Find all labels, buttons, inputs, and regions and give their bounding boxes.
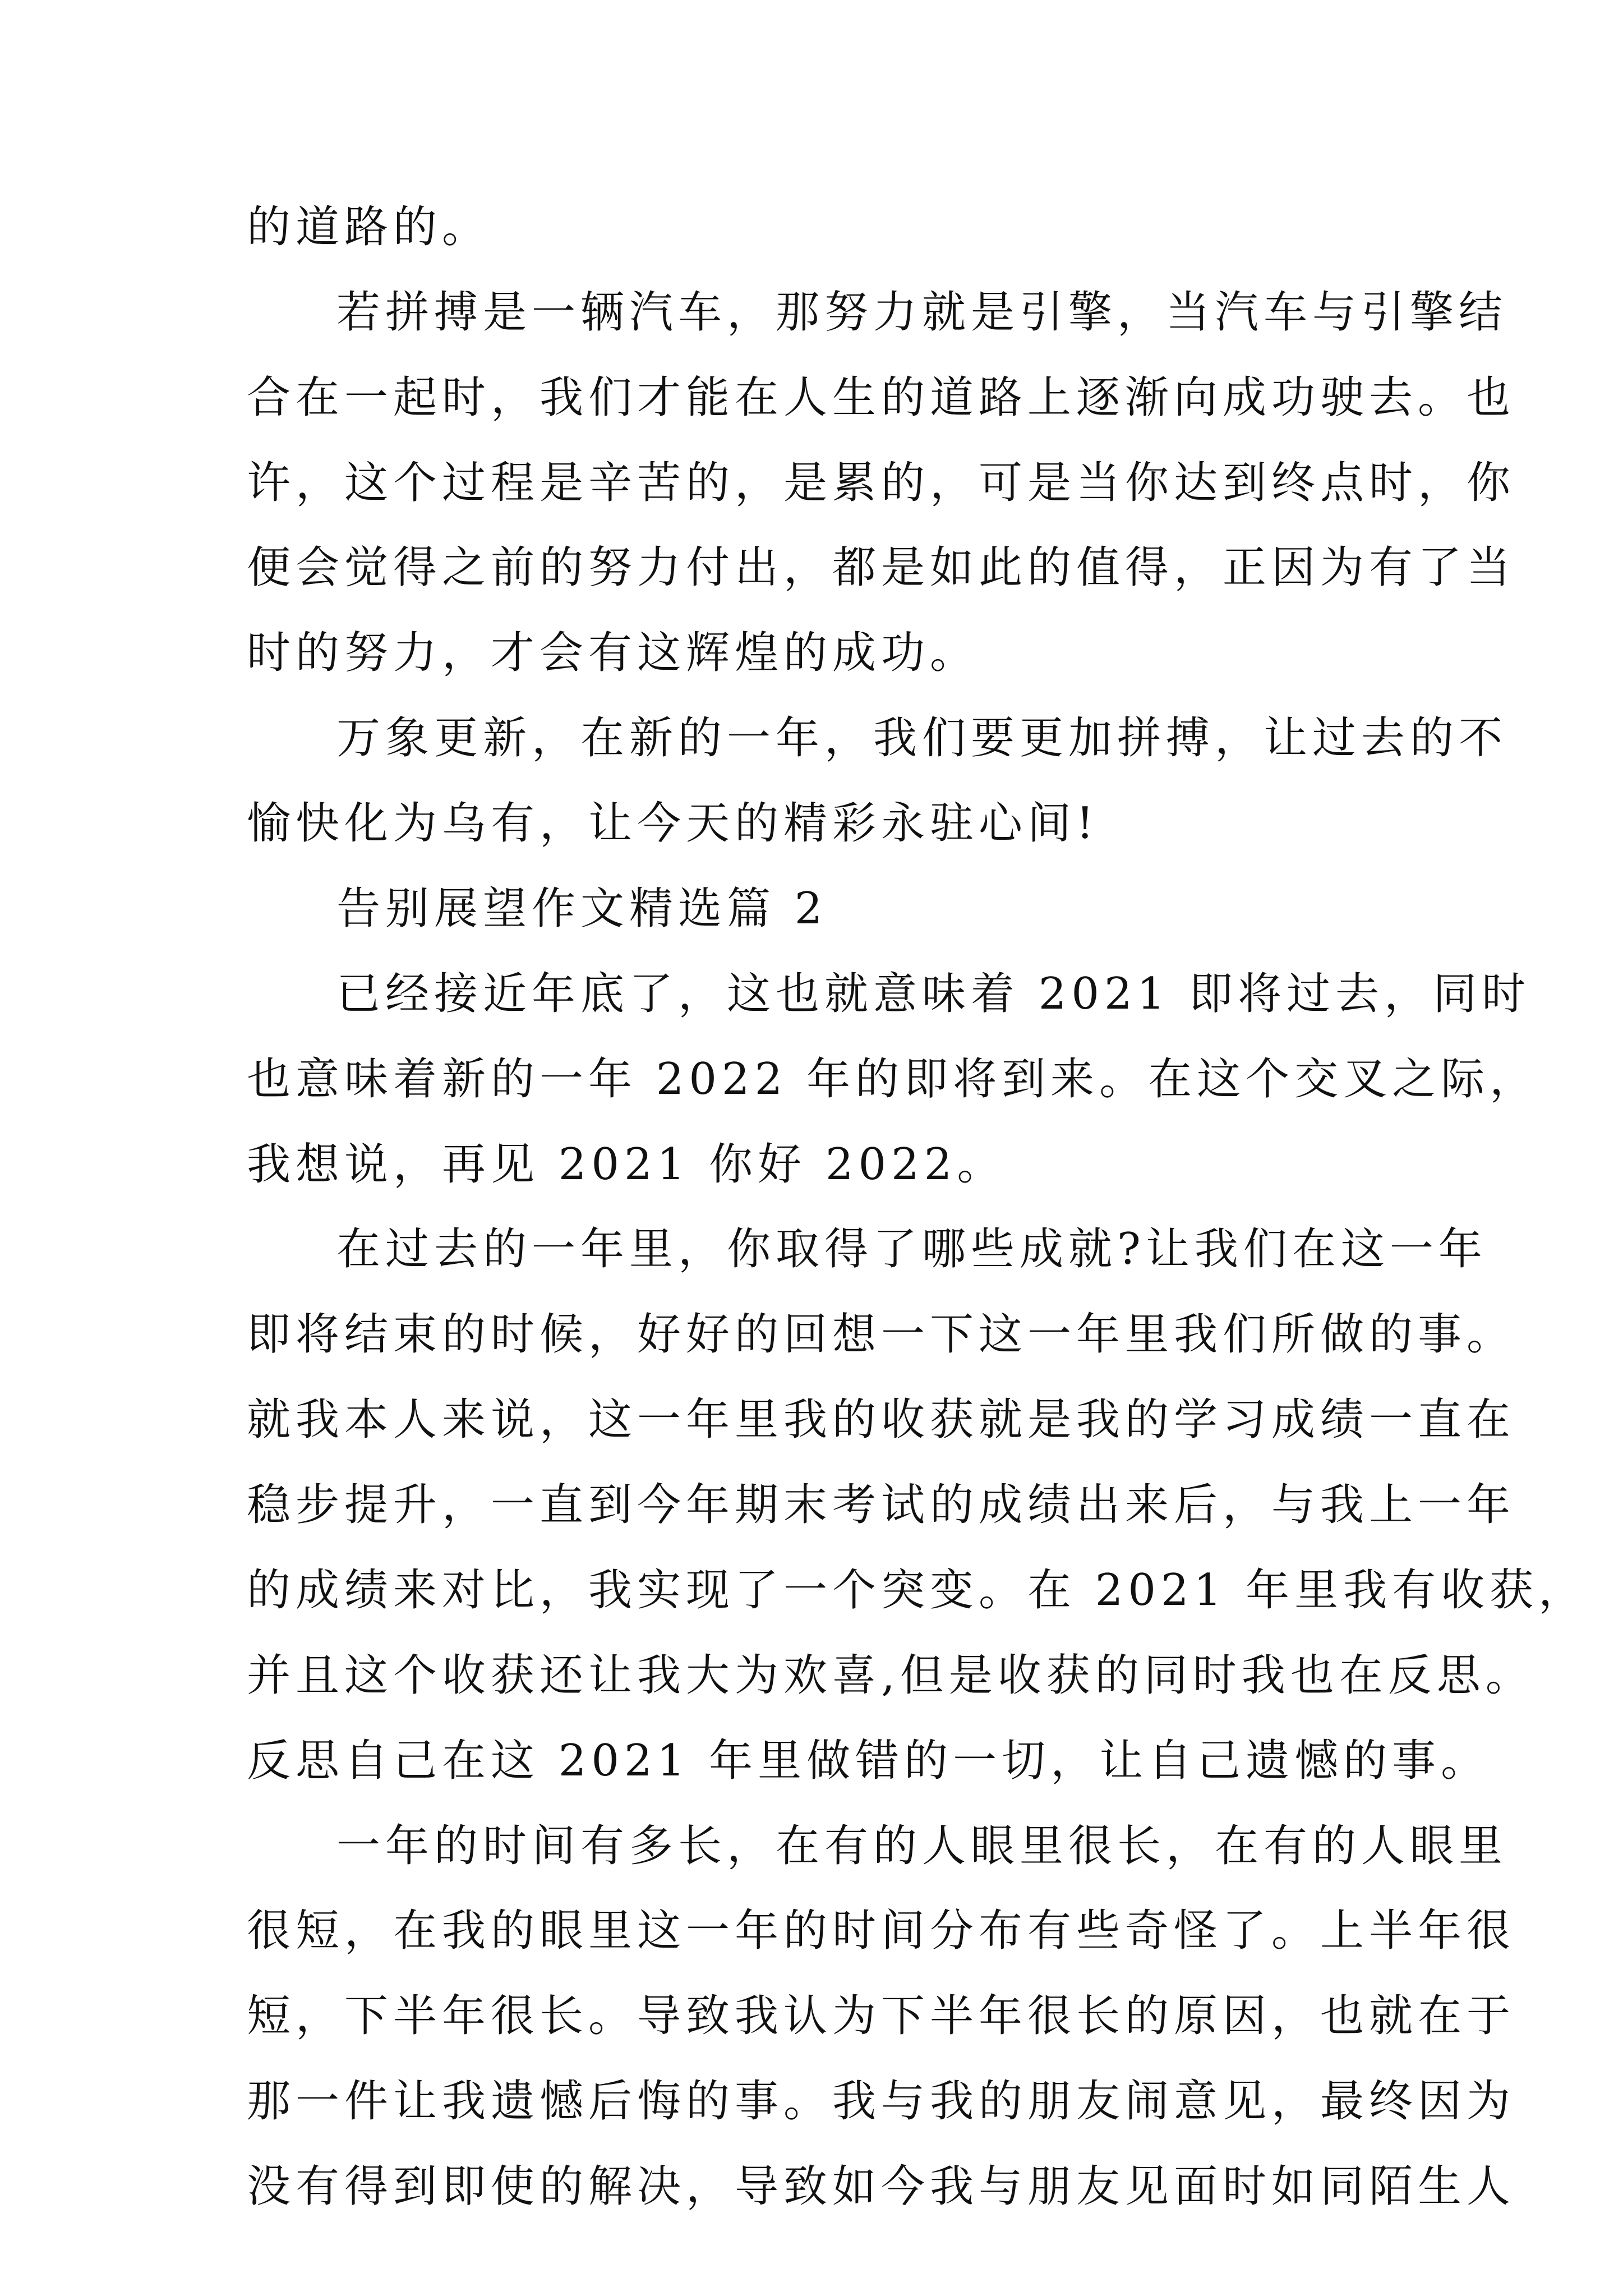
section-heading: 告别展望作文精选篇 2	[336, 884, 828, 934]
text-line: 的道路的。	[247, 202, 491, 252]
text-line: 也意味着新的一年 2022 年的即将到来。在这个交叉之际，	[247, 1054, 1539, 1105]
paragraph-start-line: 在过去的一年里，你取得了哪些成就?让我们在这一年	[336, 1224, 1487, 1274]
text-line: 并且这个收获还让我大为欢喜,但是收获的同时我也在反思。	[247, 1650, 1534, 1701]
text-line: 许，这个过程是辛苦的，是累的，可是当你达到终点时，你	[247, 458, 1516, 508]
text-line: 那一件让我遗憾后悔的事。我与我的朋友闹意见，最终因为	[247, 2076, 1516, 2127]
text-line: 时的努力，才会有这辉煌的成功。	[247, 628, 979, 678]
text-line: 没有得到即使的解决，导致如今我与朋友见面时如同陌生人	[247, 2161, 1516, 2212]
text-line: 合在一起时，我们才能在人生的道路上逐渐向成功驶去。也	[247, 372, 1516, 423]
text-line: 很短，在我的眼里这一年的时间分布有些奇怪了。上半年很	[247, 1906, 1516, 1956]
text-line: 稳步提升，一直到今年期末考试的成绩出来后，与我上一年	[247, 1480, 1516, 1530]
text-line: 即将结束的时候，好好的回想一下这一年里我们所做的事。	[247, 1309, 1516, 1360]
text-line: 就我本人来说，这一年里我的收获就是我的学习成绩一直在	[247, 1395, 1516, 1445]
text-line: 反思自己在这 2021 年里做错的一切，让自己遗憾的事。	[247, 1736, 1490, 1786]
paragraph-start-line: 已经接近年底了，这也就意味着 2021 即将过去，同时	[336, 969, 1531, 1019]
text-line: 我想说，再见 2021 你好 2022。	[247, 1139, 1006, 1190]
text-line: 便会觉得之前的努力付出，都是如此的值得，正因为有了当	[247, 542, 1516, 593]
text-line: 短，下半年很长。导致我认为下半年很长的原因，也就在于	[247, 1991, 1516, 2041]
paragraph-start-line: 万象更新，在新的一年，我们要更加拼搏，让过去的不	[336, 713, 1508, 763]
text-line: 的成绩来对比，我实现了一个突变。在 2021 年里我有收获，	[247, 1565, 1588, 1616]
paragraph-start-line: 一年的时间有多长，在有的人眼里很长，在有的人眼里	[336, 1821, 1508, 1871]
paragraph-start-line: 若拼搏是一辆汽车，那努力就是引擎，当汽车与引擎结	[336, 287, 1508, 338]
text-line: 愉快化为乌有，让今天的精彩永驻心间!	[247, 798, 1099, 849]
